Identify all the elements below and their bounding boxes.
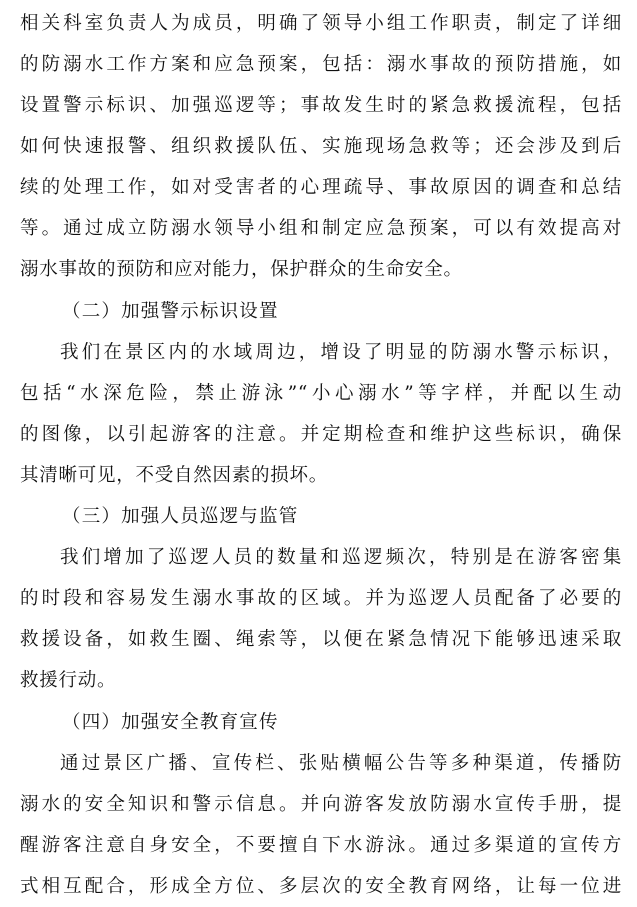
paragraph-4-line-2: 溺水的安全知识和警示信息。并向游客发放防溺水宣传手册，提 bbox=[20, 794, 622, 815]
paragraph-1-line-5: 续的处理工作，如对受害者的心理疏导、事故原因的调查和总结 bbox=[20, 177, 622, 198]
paragraph-1-line-4: 如何快速报警、组织救援队伍、实施现场急救等；还会涉及到后 bbox=[20, 136, 622, 157]
section-heading-4: （四）加强安全教育宣传 bbox=[62, 712, 279, 733]
paragraph-2-line-3: 的图像，以引起游客的注意。并定期检查和维护这些标识，确保 bbox=[20, 424, 622, 445]
paragraph-1-line-1: 相关科室负责人为成员，明确了领导小组工作职责，制定了详细 bbox=[20, 13, 622, 34]
paragraph-4-line-4: 式相互配合，形成全方位、多层次的安全教育网络，让每一位进 bbox=[20, 876, 622, 897]
paragraph-1-line-7: 溺水事故的预防和应对能力，保护群众的生命安全。 bbox=[20, 259, 463, 280]
paragraph-1-line-6: 等。通过成立防溺水领导小组和制定应急预案，可以有效提高对 bbox=[20, 218, 622, 239]
paragraph-3-line-4: 救援行动。 bbox=[20, 670, 117, 691]
paragraph-2-line-2: 包括“水深危险，禁止游泳”“小心溺水”等字样，并配以生动 bbox=[20, 383, 622, 404]
paragraph-4-line-1: 通过景区广播、宣传栏、张贴横幅公告等多种渠道，传播防 bbox=[60, 753, 622, 774]
paragraph-4-line-3: 醒游客注意自身安全，不要擅自下水游泳。通过多渠道的宣传方 bbox=[20, 835, 622, 856]
paragraph-3-line-3: 救援设备，如救生圈、绳索等，以便在紧急情况下能够迅速采取 bbox=[20, 629, 622, 650]
paragraph-1-line-3: 设置警示标识、加强巡逻等；事故发生时的紧急救援流程，包括 bbox=[20, 95, 622, 116]
paragraph-2-line-4: 其清晰可见，不受自然因素的损坏。 bbox=[20, 465, 329, 486]
paragraph-1-line-2: 的防溺水工作方案和应急预案，包括：溺水事故的预防措施，如 bbox=[20, 54, 622, 75]
section-heading-3: （三）加强人员巡逻与监管 bbox=[62, 506, 299, 527]
paragraph-2-line-1: 我们在景区内的水域周边，增设了明显的防溺水警示标识， bbox=[60, 342, 622, 363]
paragraph-3-line-2: 的时段和容易发生溺水事故的区域。并为巡逻人员配备了必要的 bbox=[20, 588, 622, 609]
paragraph-3-line-1: 我们增加了巡逻人员的数量和巡逻频次，特别是在游客密集 bbox=[60, 547, 622, 568]
section-heading-2: （二）加强警示标识设置 bbox=[62, 301, 279, 322]
